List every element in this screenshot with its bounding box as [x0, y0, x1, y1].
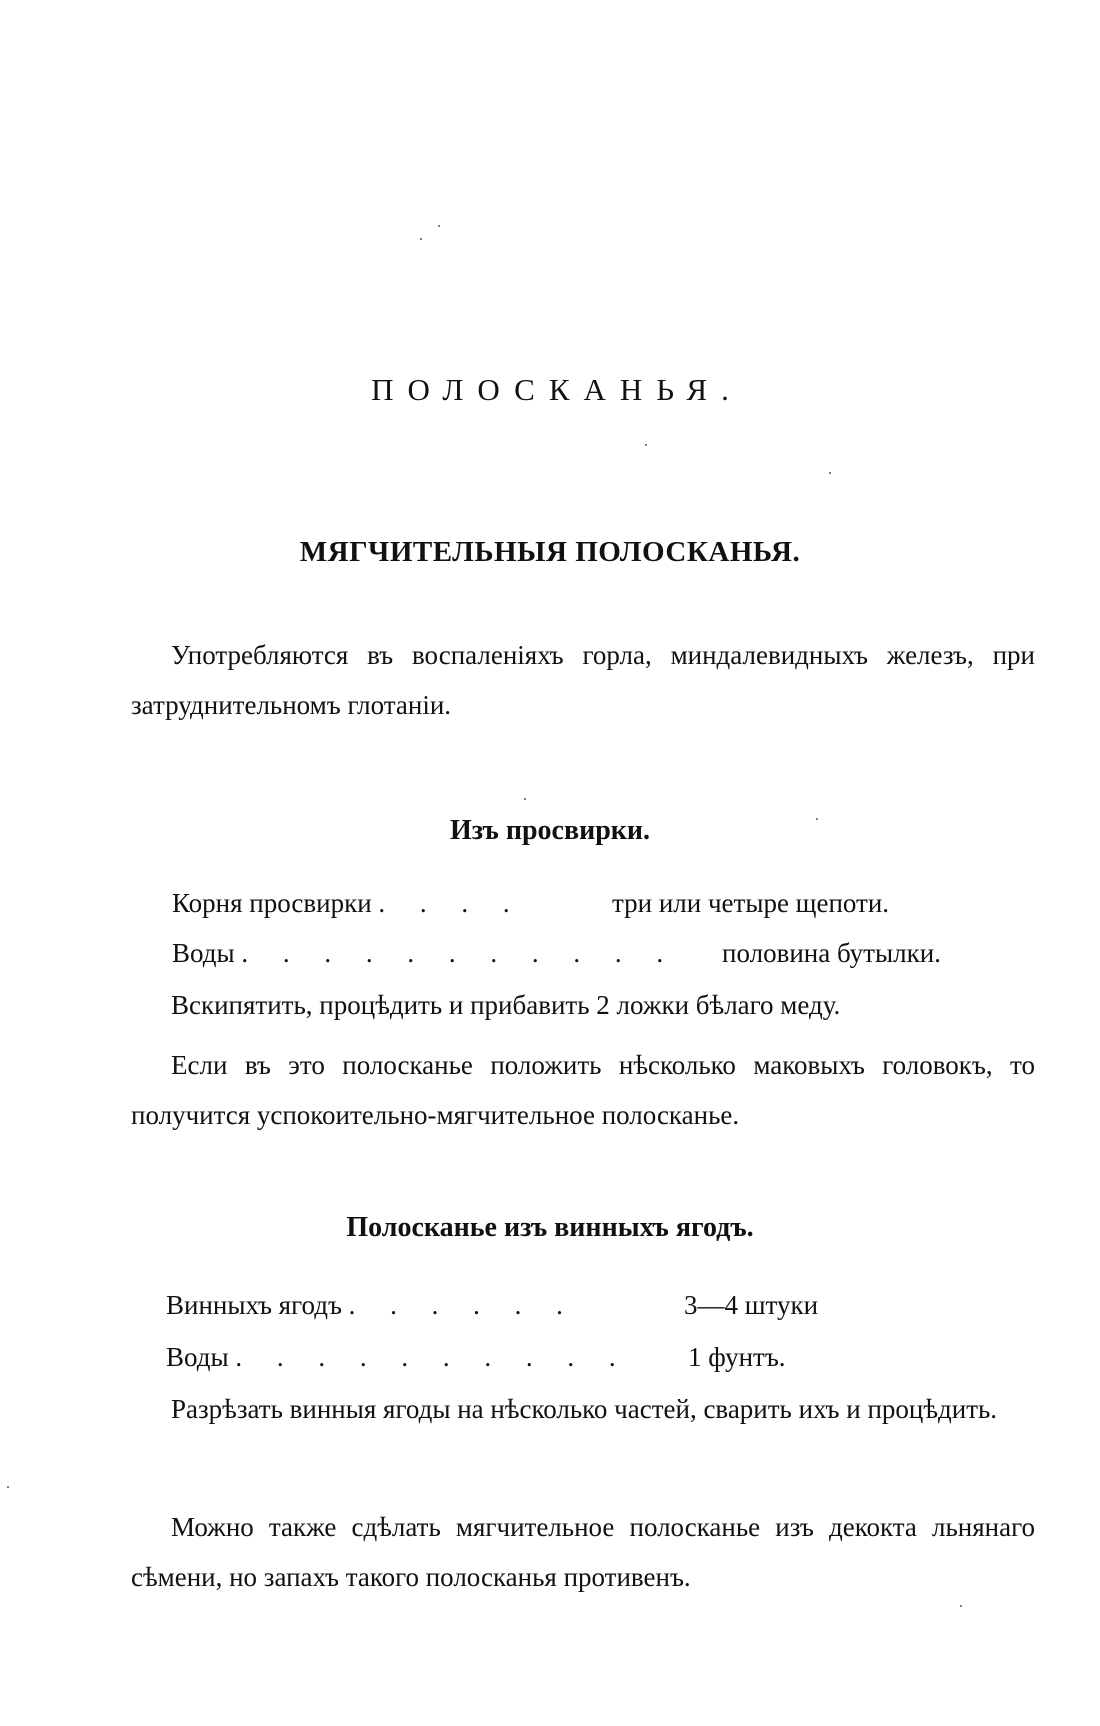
instruction-paragraph: [131, 1384, 1035, 1434]
ingredient-name: Воды: [172, 938, 235, 968]
scan-speck: [524, 798, 526, 800]
leader-dots: . . . . . . . . . . .: [241, 938, 678, 968]
scan-speck: [438, 225, 440, 227]
scan-speck: [645, 444, 647, 446]
scan-speck: [420, 238, 422, 240]
note-paragraph: [131, 1040, 1035, 1140]
note-paragraph: [131, 1502, 1035, 1602]
note-text: Можно также сдѣлать мягчительное полосканье изъ декокта льнянаго сѣмени, но запахъ такого полосканья противенъ.: [131, 1512, 1035, 1592]
scan-speck: [7, 1486, 9, 1488]
ingredient-quantity: половина бутылки.: [722, 938, 941, 968]
chapter-subtitle: МЯГЧИТЕЛЬНЫЯ ПОЛОСКАНЬЯ.: [299, 536, 801, 568]
recipe-item-name: [166, 1342, 630, 1373]
scan-speck: [960, 1605, 962, 1607]
instruction-paragraph: [131, 980, 1035, 1030]
ingredient-quantity: 3—4 штуки: [684, 1290, 819, 1320]
leader-dots: . . . .: [378, 888, 524, 918]
ingredient-name: Винныхъ ягодъ: [166, 1290, 342, 1320]
instruction-text: Вскипятить, процѣдить и прибавить 2 ложки бѣлаго меду.: [171, 990, 841, 1020]
ingredient-name: Корня просвирки: [172, 888, 372, 918]
note-text: Если въ это полосканье положить нѣсколько маковыхъ головокъ, то получится успокоительно-мягчительное полосканье.: [131, 1050, 1035, 1130]
leader-dots: . . . . . .: [348, 1290, 577, 1320]
section-heading-prosvirka: Изъ просвирки.: [449, 815, 651, 846]
ingredient-quantity: три или четыре щепоти.: [612, 888, 890, 918]
recipe-item-name: [172, 938, 677, 969]
recipe-item-name: [166, 1290, 577, 1321]
page-title: ПОЛОСКАНЬЯ.: [371, 372, 743, 407]
instruction-text: Разрѣзать винныя ягоды на нѣсколько частей, сварить ихъ и процѣдить.: [171, 1394, 998, 1424]
ingredient-quantity: 1 фунтъ.: [688, 1342, 786, 1372]
section-heading-figs: Полосканье изъ винныхъ ягодъ.: [346, 1212, 754, 1243]
leader-dots: . . . . . . . . . .: [235, 1342, 630, 1372]
recipe-item-name: [172, 888, 524, 919]
ingredient-name: Воды: [166, 1342, 229, 1372]
intro-paragraph: [131, 630, 1035, 730]
scan-speck: [816, 818, 818, 820]
intro-text: Употребляются въ воспаленіяхъ горла, миндалевидныхъ железъ, при затруднительномъ глотаніи.: [131, 640, 1035, 720]
scan-speck: [829, 472, 831, 474]
